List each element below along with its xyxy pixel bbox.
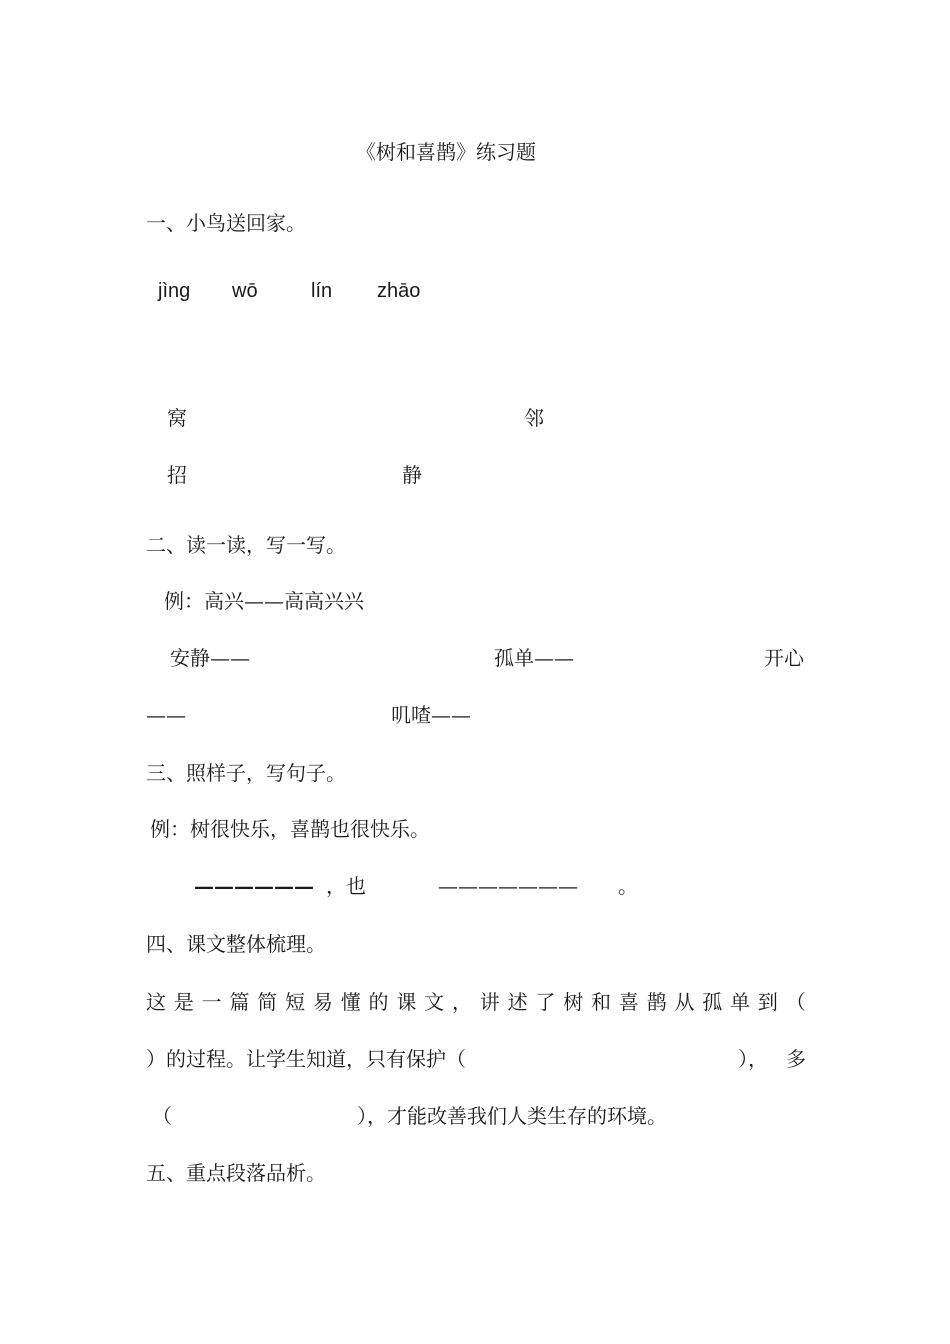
word-item-3: 开心 xyxy=(764,646,804,670)
summary-line-2-right: 多 xyxy=(786,1047,806,1071)
summary-line-1-char: 喜 xyxy=(618,990,639,1014)
section-1-heading: 一、小鸟送回家。 xyxy=(146,211,306,235)
summary-line-1-char: 课 xyxy=(396,990,417,1014)
summary-line-2-left: ）的过程。让学生知道，只有保护（ xyxy=(146,1047,466,1071)
sentence-blank-1: —————— xyxy=(194,874,314,898)
summary-line-1-char: 单 xyxy=(730,990,751,1014)
summary-line-1-char: 鹊 xyxy=(646,990,667,1014)
summary-line-1-char: 到 xyxy=(757,990,778,1014)
sentence-middle: ，也 xyxy=(326,874,366,898)
sentence-end: 。 xyxy=(618,874,638,898)
summary-line-2-mid: ）， xyxy=(738,1047,768,1071)
word-item-2: 孤单—— xyxy=(494,646,574,670)
summary-line-1 xyxy=(146,990,806,1014)
section-3-heading: 三、照样子，写句子。 xyxy=(146,761,346,785)
word-item-4: 叽喳—— xyxy=(391,703,471,727)
summary-line-3-right: ），才能改善我们人类生存的环境。 xyxy=(357,1104,667,1128)
pinyin-4: zhāo xyxy=(377,280,421,302)
word-item-1: 安静—— xyxy=(170,646,250,670)
word-item-3-dash: —— xyxy=(146,703,186,727)
summary-line-1-char: 了 xyxy=(535,990,556,1014)
pinyin-3: lín xyxy=(311,280,333,302)
summary-line-1-char: 懂 xyxy=(340,990,361,1014)
char-3: 招 xyxy=(167,463,187,487)
section-5-heading: 五、重点段落品析。 xyxy=(146,1161,326,1185)
summary-line-1-char: （ xyxy=(785,990,806,1014)
pinyin-2: wō xyxy=(232,280,258,302)
section-2-heading: 二、读一读，写一写。 xyxy=(146,533,346,557)
summary-line-1-char: 的 xyxy=(368,990,389,1014)
summary-line-1-char: 孤 xyxy=(702,990,723,1014)
summary-line-3-left: （ xyxy=(152,1104,172,1128)
char-2: 邻 xyxy=(524,406,544,430)
summary-line-1-char: 和 xyxy=(591,990,611,1014)
summary-line-1-char: 一 xyxy=(201,990,222,1014)
char-4: 静 xyxy=(402,463,422,487)
summary-line-1-char: 文 xyxy=(424,990,445,1014)
summary-line-1-char: 短 xyxy=(285,990,306,1014)
summary-line-1-char: 易 xyxy=(312,990,333,1014)
pinyin-1: jìng xyxy=(158,280,191,302)
summary-line-1-char: 讲 xyxy=(479,990,500,1014)
sentence-blank-2: ——————— xyxy=(438,874,578,898)
summary-line-1-char: 这 xyxy=(146,990,166,1014)
page-title: 《树和喜鹊》练习题 xyxy=(356,140,536,164)
summary-line-1-char: 是 xyxy=(173,990,194,1014)
section-4-heading: 四、课文整体梳理。 xyxy=(146,932,326,956)
char-1: 窝 xyxy=(167,406,187,430)
section-2-example: 例：高兴——高高兴兴 xyxy=(164,589,364,613)
section-3-example: 例：树很快乐，喜鹊也很快乐。 xyxy=(150,817,430,841)
summary-line-1-char: 树 xyxy=(563,990,584,1014)
summary-line-1-char: 述 xyxy=(507,990,528,1014)
summary-line-1-char: 简 xyxy=(257,990,278,1014)
summary-line-1-char: 篇 xyxy=(229,990,250,1014)
summary-line-1-char: 从 xyxy=(674,990,695,1014)
summary-line-1-char: ， xyxy=(451,990,472,1014)
